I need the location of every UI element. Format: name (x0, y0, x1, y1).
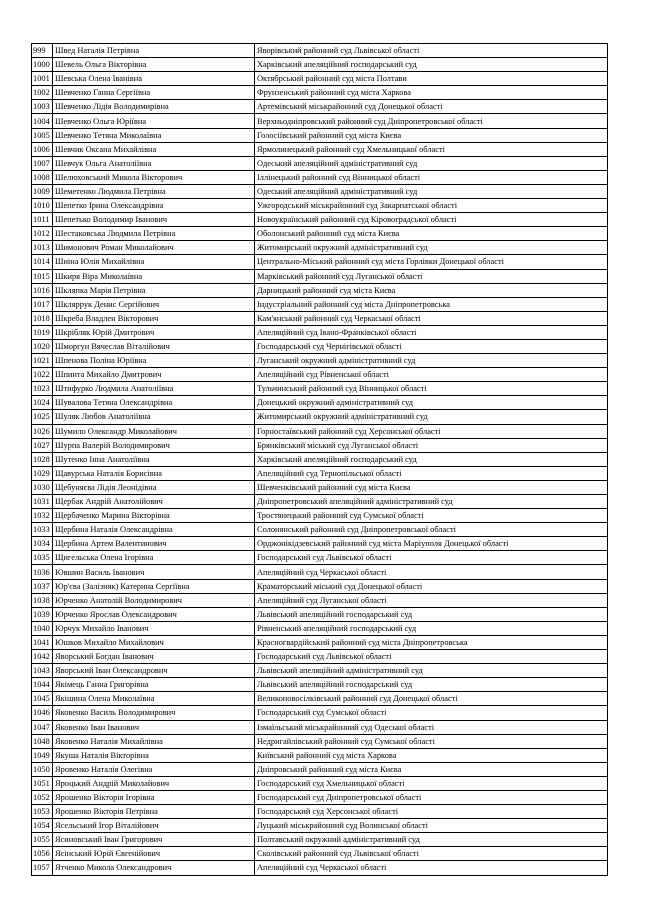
judge-name-cell: Якімець Ганна Григорівна (53, 678, 255, 692)
judge-name-cell: Ясиновський Іван Григорович (53, 833, 255, 847)
table-row (32, 607, 608, 621)
court-name-cell: Апеляційний суд Луганської області (255, 593, 608, 607)
row-number-cell: 1044 (32, 678, 53, 692)
table-row (32, 805, 608, 819)
table-row (32, 762, 608, 776)
judge-name-cell: Шумило Олександр Миколайович (53, 424, 255, 438)
row-number-cell: 1040 (32, 621, 53, 635)
judge-name-cell: Юрченко Ярослав Олександрович (53, 607, 255, 621)
judge-name-cell: Шевчук Ольга Анатоліївна (53, 156, 255, 170)
court-name-cell: Індустріальний районний суд міста Дніпропетровська (255, 297, 608, 311)
table-row (32, 58, 608, 72)
row-number-cell: 1035 (32, 551, 53, 565)
table-row (32, 678, 608, 692)
court-name-cell: Солонянський районний суд Дніпропетровської області (255, 523, 608, 537)
court-name-cell: Тростянецький районний суд Сумської області (255, 509, 608, 523)
judges-table-body (32, 44, 608, 876)
row-number-cell: 1007 (32, 156, 53, 170)
row-number-cell: 1006 (32, 142, 53, 156)
table-row (32, 706, 608, 720)
judge-name-cell: Якішина Олена Миколаївна (53, 692, 255, 706)
judge-name-cell: Щавурська Наталія Борисівна (53, 466, 255, 480)
table-row (32, 86, 608, 100)
table-row (32, 720, 608, 734)
table-row (32, 790, 608, 804)
court-name-cell: Новоукраїнський районний суд Кіровоградської області (255, 213, 608, 227)
row-number-cell: 1020 (32, 339, 53, 353)
court-name-cell: Господарський суд Чернігівської області (255, 339, 608, 353)
row-number-cell: 1022 (32, 368, 53, 382)
row-number-cell: 1043 (32, 664, 53, 678)
judge-name-cell: Шувалова Тетяна Олександрівна (53, 396, 255, 410)
judge-name-cell: Швед Наталія Петрівна (53, 44, 255, 58)
row-number-cell: 1046 (32, 706, 53, 720)
table-row (32, 466, 608, 480)
row-number-cell: 1009 (32, 184, 53, 198)
judge-name-cell: Шимонович Роман Миколайович (53, 241, 255, 255)
row-number-cell: 1053 (32, 805, 53, 819)
judge-name-cell: Щербаченко Марина Вікторівна (53, 509, 255, 523)
row-number-cell: 1045 (32, 692, 53, 706)
judge-name-cell: Шевчик Оксана Михайлівна (53, 142, 255, 156)
court-name-cell: Господарський суд Сумської області (255, 706, 608, 720)
table-row (32, 114, 608, 128)
row-number-cell: 1024 (32, 396, 53, 410)
judge-name-cell: Шпенова Поліна Юріївна (53, 354, 255, 368)
row-number-cell: 1026 (32, 424, 53, 438)
row-number-cell: 1032 (32, 509, 53, 523)
row-number-cell: 1010 (32, 199, 53, 213)
judge-name-cell: Шкрібляк Юрій Дмитрович (53, 325, 255, 339)
row-number-cell: 1029 (32, 466, 53, 480)
table-row (32, 819, 608, 833)
court-name-cell: Артемівський міськрайонний суд Донецької області (255, 100, 608, 114)
table-row (32, 452, 608, 466)
judge-name-cell: Шкляпка Марія Петрівна (53, 283, 255, 297)
judge-name-cell: Щербина Наталія Олександрівна (53, 523, 255, 537)
judge-name-cell: Ювшин Василь Іванович (53, 565, 255, 579)
table-row (32, 297, 608, 311)
judge-name-cell: Яковенко Іван Іванович (53, 720, 255, 734)
judge-name-cell: Яковенко Василь Володимирович (53, 706, 255, 720)
table-row (32, 156, 608, 170)
judge-name-cell: Шевченко Лідія Володимирівна (53, 100, 255, 114)
judge-name-cell: Шестаковська Людмила Петрівна (53, 227, 255, 241)
row-number-cell: 1019 (32, 325, 53, 339)
judge-name-cell: Шевська Олена Іванівна (53, 72, 255, 86)
table-row (32, 833, 608, 847)
table-row (32, 593, 608, 607)
court-name-cell: Харківський апеляційний господарський суд (255, 452, 608, 466)
table-row (32, 438, 608, 452)
court-name-cell: Брянківський міський суд Луганської області (255, 438, 608, 452)
judge-name-cell: Шевель Ольга Вікторівна (53, 58, 255, 72)
row-number-cell: 1015 (32, 269, 53, 283)
court-name-cell: Шевченківський районний суд міста Києва (255, 480, 608, 494)
judge-name-cell: Якуша Наталія Вікторівна (53, 748, 255, 762)
row-number-cell: 1011 (32, 213, 53, 227)
table-row (32, 565, 608, 579)
judge-name-cell: Щербак Андрій Анатолійович (53, 495, 255, 509)
court-name-cell: Господарський суд Львівської області (255, 551, 608, 565)
row-number-cell: 1028 (32, 452, 53, 466)
row-number-cell: 1023 (32, 382, 53, 396)
court-name-cell: Харківський апеляційний господарський суд (255, 58, 608, 72)
row-number-cell: 1025 (32, 410, 53, 424)
row-number-cell: 1037 (32, 579, 53, 593)
table-row (32, 396, 608, 410)
court-name-cell: Житомирський окружний адміністративний суд (255, 241, 608, 255)
table-row (32, 748, 608, 762)
table-row (32, 241, 608, 255)
row-number-cell: 1052 (32, 790, 53, 804)
judge-name-cell: Шелюховський Микола Вікторович (53, 170, 255, 184)
court-name-cell: Апеляційний суд Рівненської області (255, 368, 608, 382)
judge-name-cell: Шевченко Ганна Сергіївна (53, 86, 255, 100)
judge-name-cell: Шкляррук Денис Сергійович (53, 297, 255, 311)
court-name-cell: Яворівський районний суд Львівської області (255, 44, 608, 58)
judge-name-cell: Шевченко Тетяна Миколаївна (53, 128, 255, 142)
table-row (32, 509, 608, 523)
court-name-cell: Ярмолинецький районний суд Хмельницької області (255, 142, 608, 156)
court-name-cell: Львівський апеляційний господарський суд (255, 678, 608, 692)
court-name-cell: Оболонський районний суд міста Києва (255, 227, 608, 241)
row-number-cell: 1050 (32, 762, 53, 776)
court-name-cell: Полтавський окружний адміністративний суд (255, 833, 608, 847)
court-name-cell: Ізмаїльський міськрайонний суд Одеської області (255, 720, 608, 734)
judge-name-cell: Щигельська Олена Ігорівна (53, 551, 255, 565)
court-name-cell: Житомирський окружний адміністративний суд (255, 410, 608, 424)
table-row (32, 354, 608, 368)
court-name-cell: Великоновосілківський районний суд Донецької області (255, 692, 608, 706)
judge-name-cell: Шеметенко Людмила Петрівна (53, 184, 255, 198)
row-number-cell: 1051 (32, 776, 53, 790)
judge-name-cell: Шморгун Вячеслав Віталійович (53, 339, 255, 353)
court-name-cell: Ужгородський міськрайонний суд Закарпатської області (255, 199, 608, 213)
judge-name-cell: Яворський Богдан Іванович (53, 650, 255, 664)
table-row (32, 199, 608, 213)
court-name-cell: Рівненський апеляційний господарський суд (255, 621, 608, 635)
court-name-cell: Господарський суд Хмельницької області (255, 776, 608, 790)
table-row (32, 368, 608, 382)
court-name-cell: Київський районний суд міста Харкова (255, 748, 608, 762)
table-row (32, 847, 608, 861)
table-row (32, 44, 608, 58)
judges-table (31, 43, 608, 876)
court-name-cell: Недригайлівський районний суд Сумської області (255, 734, 608, 748)
judge-name-cell: Шевченко Ольга Юріївна (53, 114, 255, 128)
table-row (32, 424, 608, 438)
judge-name-cell: Юрченко Анатолій Володимирович (53, 593, 255, 607)
table-row (32, 495, 608, 509)
table-row (32, 170, 608, 184)
table-row (32, 213, 608, 227)
court-name-cell: Верхньодніпровський районний суд Дніпропетровської області (255, 114, 608, 128)
judge-name-cell: Яровенко Наталія Олегівна (53, 762, 255, 776)
table-row (32, 339, 608, 353)
row-number-cell: 1002 (32, 86, 53, 100)
table-row (32, 635, 608, 649)
court-name-cell: Центрально-Міський районний суд міста Горлівки Донецької області (255, 255, 608, 269)
row-number-cell: 1033 (32, 523, 53, 537)
court-name-cell: Луганський окружний адміністративний суд (255, 354, 608, 368)
table-row (32, 382, 608, 396)
row-number-cell: 1054 (32, 819, 53, 833)
row-number-cell: 1049 (32, 748, 53, 762)
row-number-cell: 1014 (32, 255, 53, 269)
judge-name-cell: Шпинта Михайло Дмитрович (53, 368, 255, 382)
court-name-cell: Дніпропетровський апеляційний адміністративний суд (255, 495, 608, 509)
row-number-cell: 1042 (32, 650, 53, 664)
court-name-cell: Голосіївський районний суд міста Києва (255, 128, 608, 142)
court-name-cell: Горностаївський районний суд Херсонської області (255, 424, 608, 438)
table-row (32, 72, 608, 86)
judge-name-cell: Юрчук Михайло Іванович (53, 621, 255, 635)
row-number-cell: 1041 (32, 635, 53, 649)
row-number-cell: 1056 (32, 847, 53, 861)
court-name-cell: Сколівський районний суд Львівської області (255, 847, 608, 861)
row-number-cell: 1003 (32, 100, 53, 114)
judge-name-cell: Шкреба Владлен Вікторович (53, 311, 255, 325)
court-name-cell: Львівський апеляційний адміністративний суд (255, 664, 608, 678)
court-name-cell: Краматорський міський суд Донецької області (255, 579, 608, 593)
judge-name-cell: Ясінський Юрій Євгенійович (53, 847, 255, 861)
judge-name-cell: Ярошенко Вікторія Ігорівна (53, 790, 255, 804)
row-number-cell: 1055 (32, 833, 53, 847)
court-name-cell: Донецький окружний адміністративний суд (255, 396, 608, 410)
table-row (32, 325, 608, 339)
judge-name-cell: Щербина Артем Валентинович (53, 537, 255, 551)
table-row (32, 410, 608, 424)
table-row (32, 551, 608, 565)
judge-name-cell: Шепетько Володимир Іванович (53, 213, 255, 227)
row-number-cell: 1005 (32, 128, 53, 142)
court-name-cell: Кам'янський районний суд Черкаської області (255, 311, 608, 325)
table-row (32, 142, 608, 156)
court-name-cell: Одеський апеляційний адміністративний суд (255, 184, 608, 198)
judge-name-cell: Ярошенко Вікторія Петрівна (53, 805, 255, 819)
row-number-cell: 1000 (32, 58, 53, 72)
row-number-cell: 1008 (32, 170, 53, 184)
court-name-cell: Апеляційний суд Івано-Франківської області (255, 325, 608, 339)
row-number-cell: 1048 (32, 734, 53, 748)
judge-name-cell: Шуляк Любов Анатоліївна (53, 410, 255, 424)
table-row (32, 692, 608, 706)
row-number-cell: 1030 (32, 480, 53, 494)
table-row (32, 311, 608, 325)
table-row (32, 650, 608, 664)
row-number-cell: 1001 (32, 72, 53, 86)
row-number-cell: 1047 (32, 720, 53, 734)
row-number-cell: 1027 (32, 438, 53, 452)
table-row (32, 537, 608, 551)
judge-name-cell: Щебуняєва Лідія Леонідівна (53, 480, 255, 494)
court-name-cell: Октябрський районний суд міста Полтави (255, 72, 608, 86)
row-number-cell: 999 (32, 44, 53, 58)
judge-name-cell: Яковенко Наталія Михайлівна (53, 734, 255, 748)
row-number-cell: 1012 (32, 227, 53, 241)
judge-name-cell: Шепетко Ірина Олександрівна (53, 199, 255, 213)
court-name-cell: Дарницький районний суд міста Києва (255, 283, 608, 297)
court-name-cell: Господарський суд Херсонської області (255, 805, 608, 819)
judge-name-cell: Яворський Іван Олександрович (53, 664, 255, 678)
table-row (32, 255, 608, 269)
judge-name-cell: Шкиря Віра Миколаївна (53, 269, 255, 283)
row-number-cell: 1013 (32, 241, 53, 255)
row-number-cell: 1018 (32, 311, 53, 325)
table-row (32, 227, 608, 241)
table-row (32, 664, 608, 678)
court-name-cell: Господарський суд Львівської області (255, 650, 608, 664)
court-name-cell: Орджонікідзевський районний суд міста Маріуполя Донецької області (255, 537, 608, 551)
row-number-cell: 1039 (32, 607, 53, 621)
judge-name-cell: Яроцький Андрій Миколайович (53, 776, 255, 790)
row-number-cell: 1038 (32, 593, 53, 607)
judge-name-cell: Шурпа Валерій Володимирович (53, 438, 255, 452)
court-name-cell: Дніпровський районний суд міста Києва (255, 762, 608, 776)
table-row (32, 269, 608, 283)
court-name-cell: Тульчинський районний суд Вінницької області (255, 382, 608, 396)
table-row (32, 579, 608, 593)
judge-name-cell: Ятченко Микола Олександрович (53, 861, 255, 875)
court-name-cell: Апеляційний суд Черкаської області (255, 861, 608, 875)
judge-name-cell: Шиіна Юлія Михайлівна (53, 255, 255, 269)
court-name-cell: Фрунзенський районний суд міста Харкова (255, 86, 608, 100)
row-number-cell: 1004 (32, 114, 53, 128)
table-row (32, 128, 608, 142)
court-name-cell: Луцький міськрайонний суд Волинської області (255, 819, 608, 833)
table-row (32, 184, 608, 198)
court-name-cell: Одеський апеляційний адміністративний суд (255, 156, 608, 170)
row-number-cell: 1057 (32, 861, 53, 875)
judge-name-cell: Шутенко Інна Анатоліївна (53, 452, 255, 466)
row-number-cell: 1021 (32, 354, 53, 368)
row-number-cell: 1034 (32, 537, 53, 551)
judge-name-cell: Юшков Михайло Михайлович (53, 635, 255, 649)
table-row (32, 621, 608, 635)
table-row (32, 776, 608, 790)
row-number-cell: 1036 (32, 565, 53, 579)
table-row (32, 734, 608, 748)
row-number-cell: 1031 (32, 495, 53, 509)
table-row (32, 283, 608, 297)
court-name-cell: Красногвардійський районний суд міста Дніпропетровська (255, 635, 608, 649)
court-name-cell: Господарський суд Дніпропетровської області (255, 790, 608, 804)
court-name-cell: Львівський апеляційний господарський суд (255, 607, 608, 621)
table-row (32, 480, 608, 494)
judge-name-cell: Ясельський Ігор Віталійович (53, 819, 255, 833)
table-row (32, 100, 608, 114)
table-row (32, 523, 608, 537)
judge-name-cell: Штифурко Людмила Анатоліївна (53, 382, 255, 396)
court-name-cell: Апеляційний суд Черкаської області (255, 565, 608, 579)
table-row (32, 861, 608, 875)
row-number-cell: 1017 (32, 297, 53, 311)
court-name-cell: Апеляційний суд Тернопільської області (255, 466, 608, 480)
court-name-cell: Іллінецький районний суд Вінницької області (255, 170, 608, 184)
row-number-cell: 1016 (32, 283, 53, 297)
judge-name-cell: Юр'єва (Залізняк) Катерина Сергіївна (53, 579, 255, 593)
court-name-cell: Марківський районний суд Луганської області (255, 269, 608, 283)
